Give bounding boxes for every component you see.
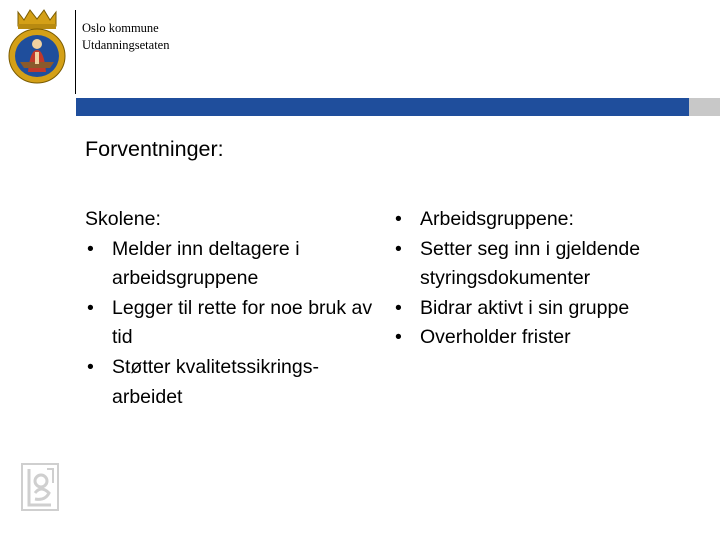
list-item <box>393 235 703 294</box>
list-item-text: Overholder frister <box>420 326 571 349</box>
list-item <box>85 235 385 294</box>
slide-title: Forventninger: <box>85 137 224 161</box>
org-line-2: Utdanningsetaten <box>82 38 170 52</box>
header-band-end <box>689 98 720 116</box>
organization-name <box>82 20 169 54</box>
list-item-text: Bidrar aktivt i sin gruppe <box>420 296 630 319</box>
list-item-text: Melder inn deltagere i arbeidsgruppene <box>112 237 300 290</box>
list-item-text: Støtter kvalitetssikrings-arbeidet <box>112 355 319 408</box>
right-list <box>393 205 703 353</box>
header-band <box>76 98 689 116</box>
list-item-text: Setter seg inn i gjeldende styringsdokumenter <box>420 237 641 290</box>
list-item <box>85 353 385 412</box>
list-item <box>393 205 703 235</box>
left-list <box>85 235 385 413</box>
list-item-text: Arbeidsgruppene: <box>420 208 574 230</box>
list-item <box>393 323 703 353</box>
oslo-coat-of-arms-icon <box>6 6 68 86</box>
bullet: • <box>395 208 402 230</box>
oslo-emblem-watermark-icon <box>21 463 59 511</box>
left-heading: Skolene: <box>85 208 161 230</box>
bullet: • <box>87 237 94 260</box>
bullet: • <box>395 237 402 260</box>
header-divider <box>75 10 76 94</box>
org-line-1: Oslo kommune <box>82 21 159 35</box>
bullet: • <box>87 296 94 319</box>
list-item <box>85 294 385 353</box>
bullet: • <box>395 296 402 319</box>
list-item <box>393 294 703 324</box>
bullet: • <box>395 326 402 349</box>
right-column <box>393 205 703 353</box>
bullet: • <box>87 355 94 378</box>
list-item-text: Legger til rette for noe bruk av tid <box>112 296 373 349</box>
left-column <box>85 205 385 412</box>
